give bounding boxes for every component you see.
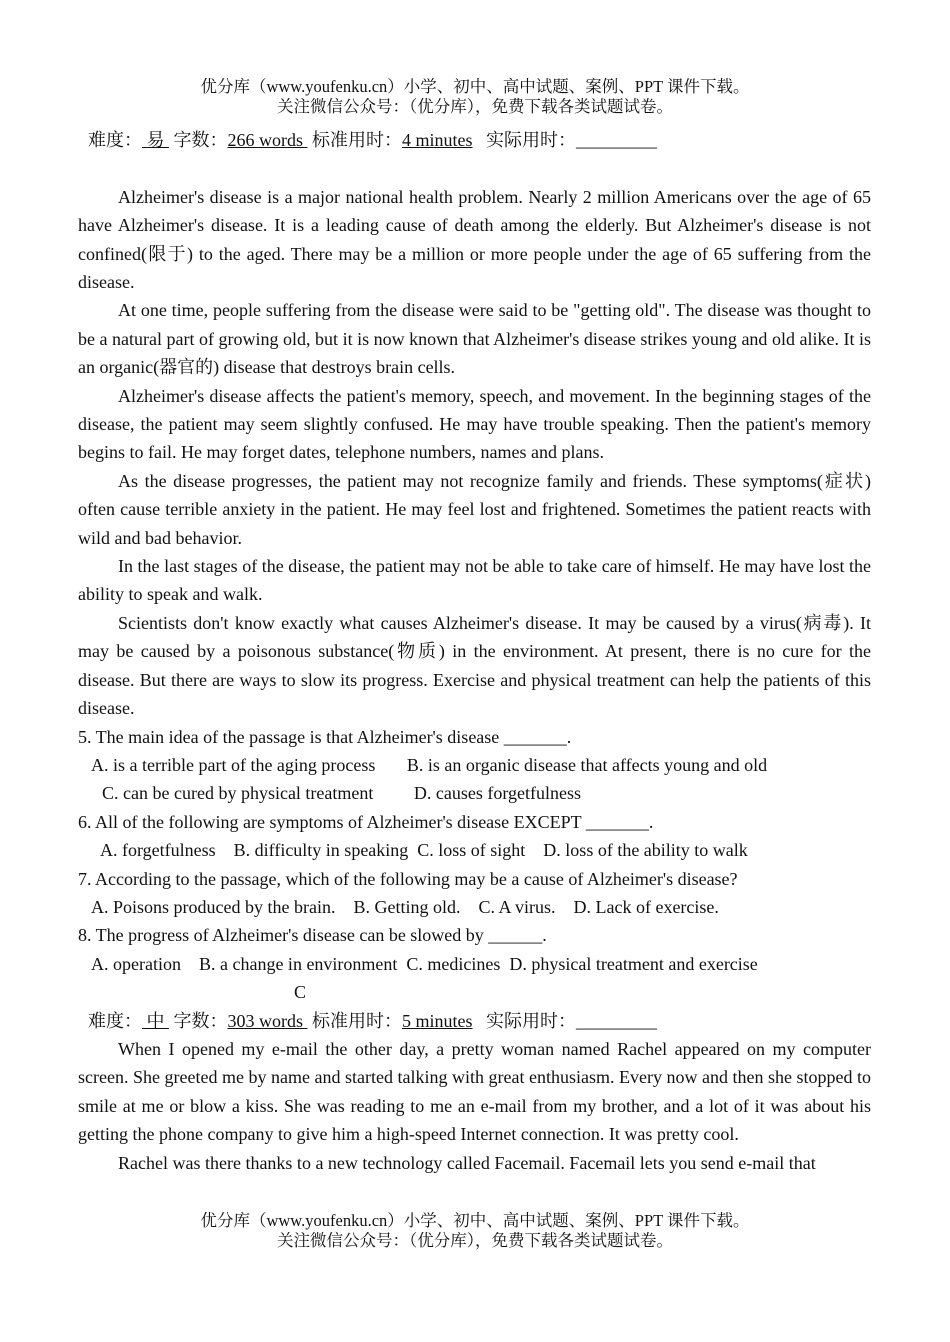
question-5: 5. The main idea of the passage is that Alzheimer's disease _______. [78, 726, 572, 747]
header-line-2: 关注微信公众号：（优分库），免费下载各类试题试卷。 [277, 97, 673, 116]
standard-time-label: 标准用时： [307, 130, 402, 150]
passage1-paragraph-3: Alzheimer's disease affects the patient's memory, speech, and movement. In the beginning stages of the disease, the patient may seem slightly confused. He may have trouble speaking. Then the patient's memory begins to fail. He may forget dates, telephone numbers, names and plans. [78, 385, 871, 463]
question-5-options-ab: A. is a terrible part of the aging process B. is an organic disease that affects young and old [91, 754, 768, 775]
standard-time: 5 minutes [402, 1010, 473, 1031]
passage1-paragraph-2: At one time, people suffering from the disease were said to be "getting old". The disease was thought to be a natural part of growing old, but it is now known that Alzheimer's disease strikes young and old alike. It is an organic(器官的) disease that destroys brain cells. [78, 300, 871, 378]
difficulty-label: 难度： [88, 1010, 142, 1031]
difficulty-label: 难度： [88, 130, 142, 150]
actual-time-blank: _________ [576, 130, 657, 150]
question-7-options: A. Poisons produced by the brain. B. Getting old. C. A virus. D. Lack of exercise. [91, 896, 719, 917]
words-label: 字数： [169, 1010, 228, 1031]
passage2-paragraph-2: Rachel was there thanks to a new technology called Facemail. Facemail lets you send e-mail that [118, 1152, 816, 1173]
passage1-paragraph-1: Alzheimer's disease is a major national health problem. Nearly 2 million Americans over the age of 65 have Alzheimer's disease. It is a leading cause of death among the elderly. But Alzheimer's disease is not confined(限于) to the aged. There may be a million or more people under the age of 65 suffering from the disease. [78, 186, 871, 293]
passage2-paragraph-1: When I opened my e-mail the other day, a pretty woman named Rachel appeared on my computer screen. She greeted me by name and started talking with great enthusiasm. Every now and then she stopped to smile at me or blow a kiss. She was reading to me an e-mail from my brother, and a lot of it was about his getting the phone company to give him a high-speed Internet connection. It was pretty cool. [78, 1038, 871, 1145]
actual-time-blank: _________ [576, 1010, 657, 1031]
answer-key: C [294, 982, 307, 1003]
difficulty-value: 中 [142, 1010, 169, 1031]
standard-time: 4 minutes [402, 130, 473, 150]
passage1-paragraph-6: Scientists don't know exactly what causes Alzheimer's disease. It may be caused by a virus(病毒). It may be caused by a poisonous substance(物质) in the environment. At present, there is no cure for the disease. But there are ways to slow its progress. Exercise and physical treatment can help the patients of this disease. [78, 612, 871, 719]
word-count: 266 words [227, 130, 308, 150]
document-body [78, 126, 871, 1177]
question-6-options: A. forgetfulness B. difficulty in speaking C. loss of sight D. loss of the ability to walk [100, 840, 748, 861]
difficulty-value: 易 [142, 130, 169, 150]
question-8: 8. The progress of Alzheimer's disease can be slowed by ______. [78, 925, 547, 946]
header-line-1: 优分库（www.youfenku.cn）小学、初中、高中试题、案例、PPT 课件下载。 [200, 77, 750, 96]
word-count: 303 words [227, 1010, 308, 1031]
section2-meta [78, 1007, 871, 1035]
footer-line-1: 优分库（www.youfenku.cn）小学、初中、高中试题、案例、PPT 课件下载。 [200, 1211, 750, 1230]
actual-time-label: 实际用时： [472, 1010, 576, 1031]
actual-time-label: 实际用时： [472, 130, 576, 150]
footer-line-2: 关注微信公众号：（优分库），免费下载各类试题试卷。 [277, 1231, 673, 1250]
standard-time-label: 标准用时： [307, 1010, 402, 1031]
section1-meta [78, 126, 871, 154]
page-footer [0, 1211, 950, 1251]
page-header [0, 77, 950, 117]
question-6: 6. All of the following are symptoms of Alzheimer's disease EXCEPT _______. [78, 811, 654, 832]
blank-line [78, 154, 871, 182]
question-8-options: A. operation B. a change in environment C. medicines D. physical treatment and exercise [91, 953, 758, 974]
words-label: 字数： [169, 130, 228, 150]
question-5-options-cd: C. can be cured by physical treatment D. causes forgetfulness [102, 783, 582, 804]
passage1-paragraph-4: As the disease progresses, the patient may not recognize family and friends. These symptoms(症状) often cause terrible anxiety in the patient. He may feel lost and frightened. Sometimes the patient reacts with wild and bad behavior. [78, 470, 871, 548]
question-7: 7. According to the passage, which of the following may be a cause of Alzheimer's disease? [78, 868, 738, 889]
passage1-paragraph-5: In the last stages of the disease, the patient may not be able to take care of himself. He may have lost the ability to speak and walk. [78, 556, 871, 605]
